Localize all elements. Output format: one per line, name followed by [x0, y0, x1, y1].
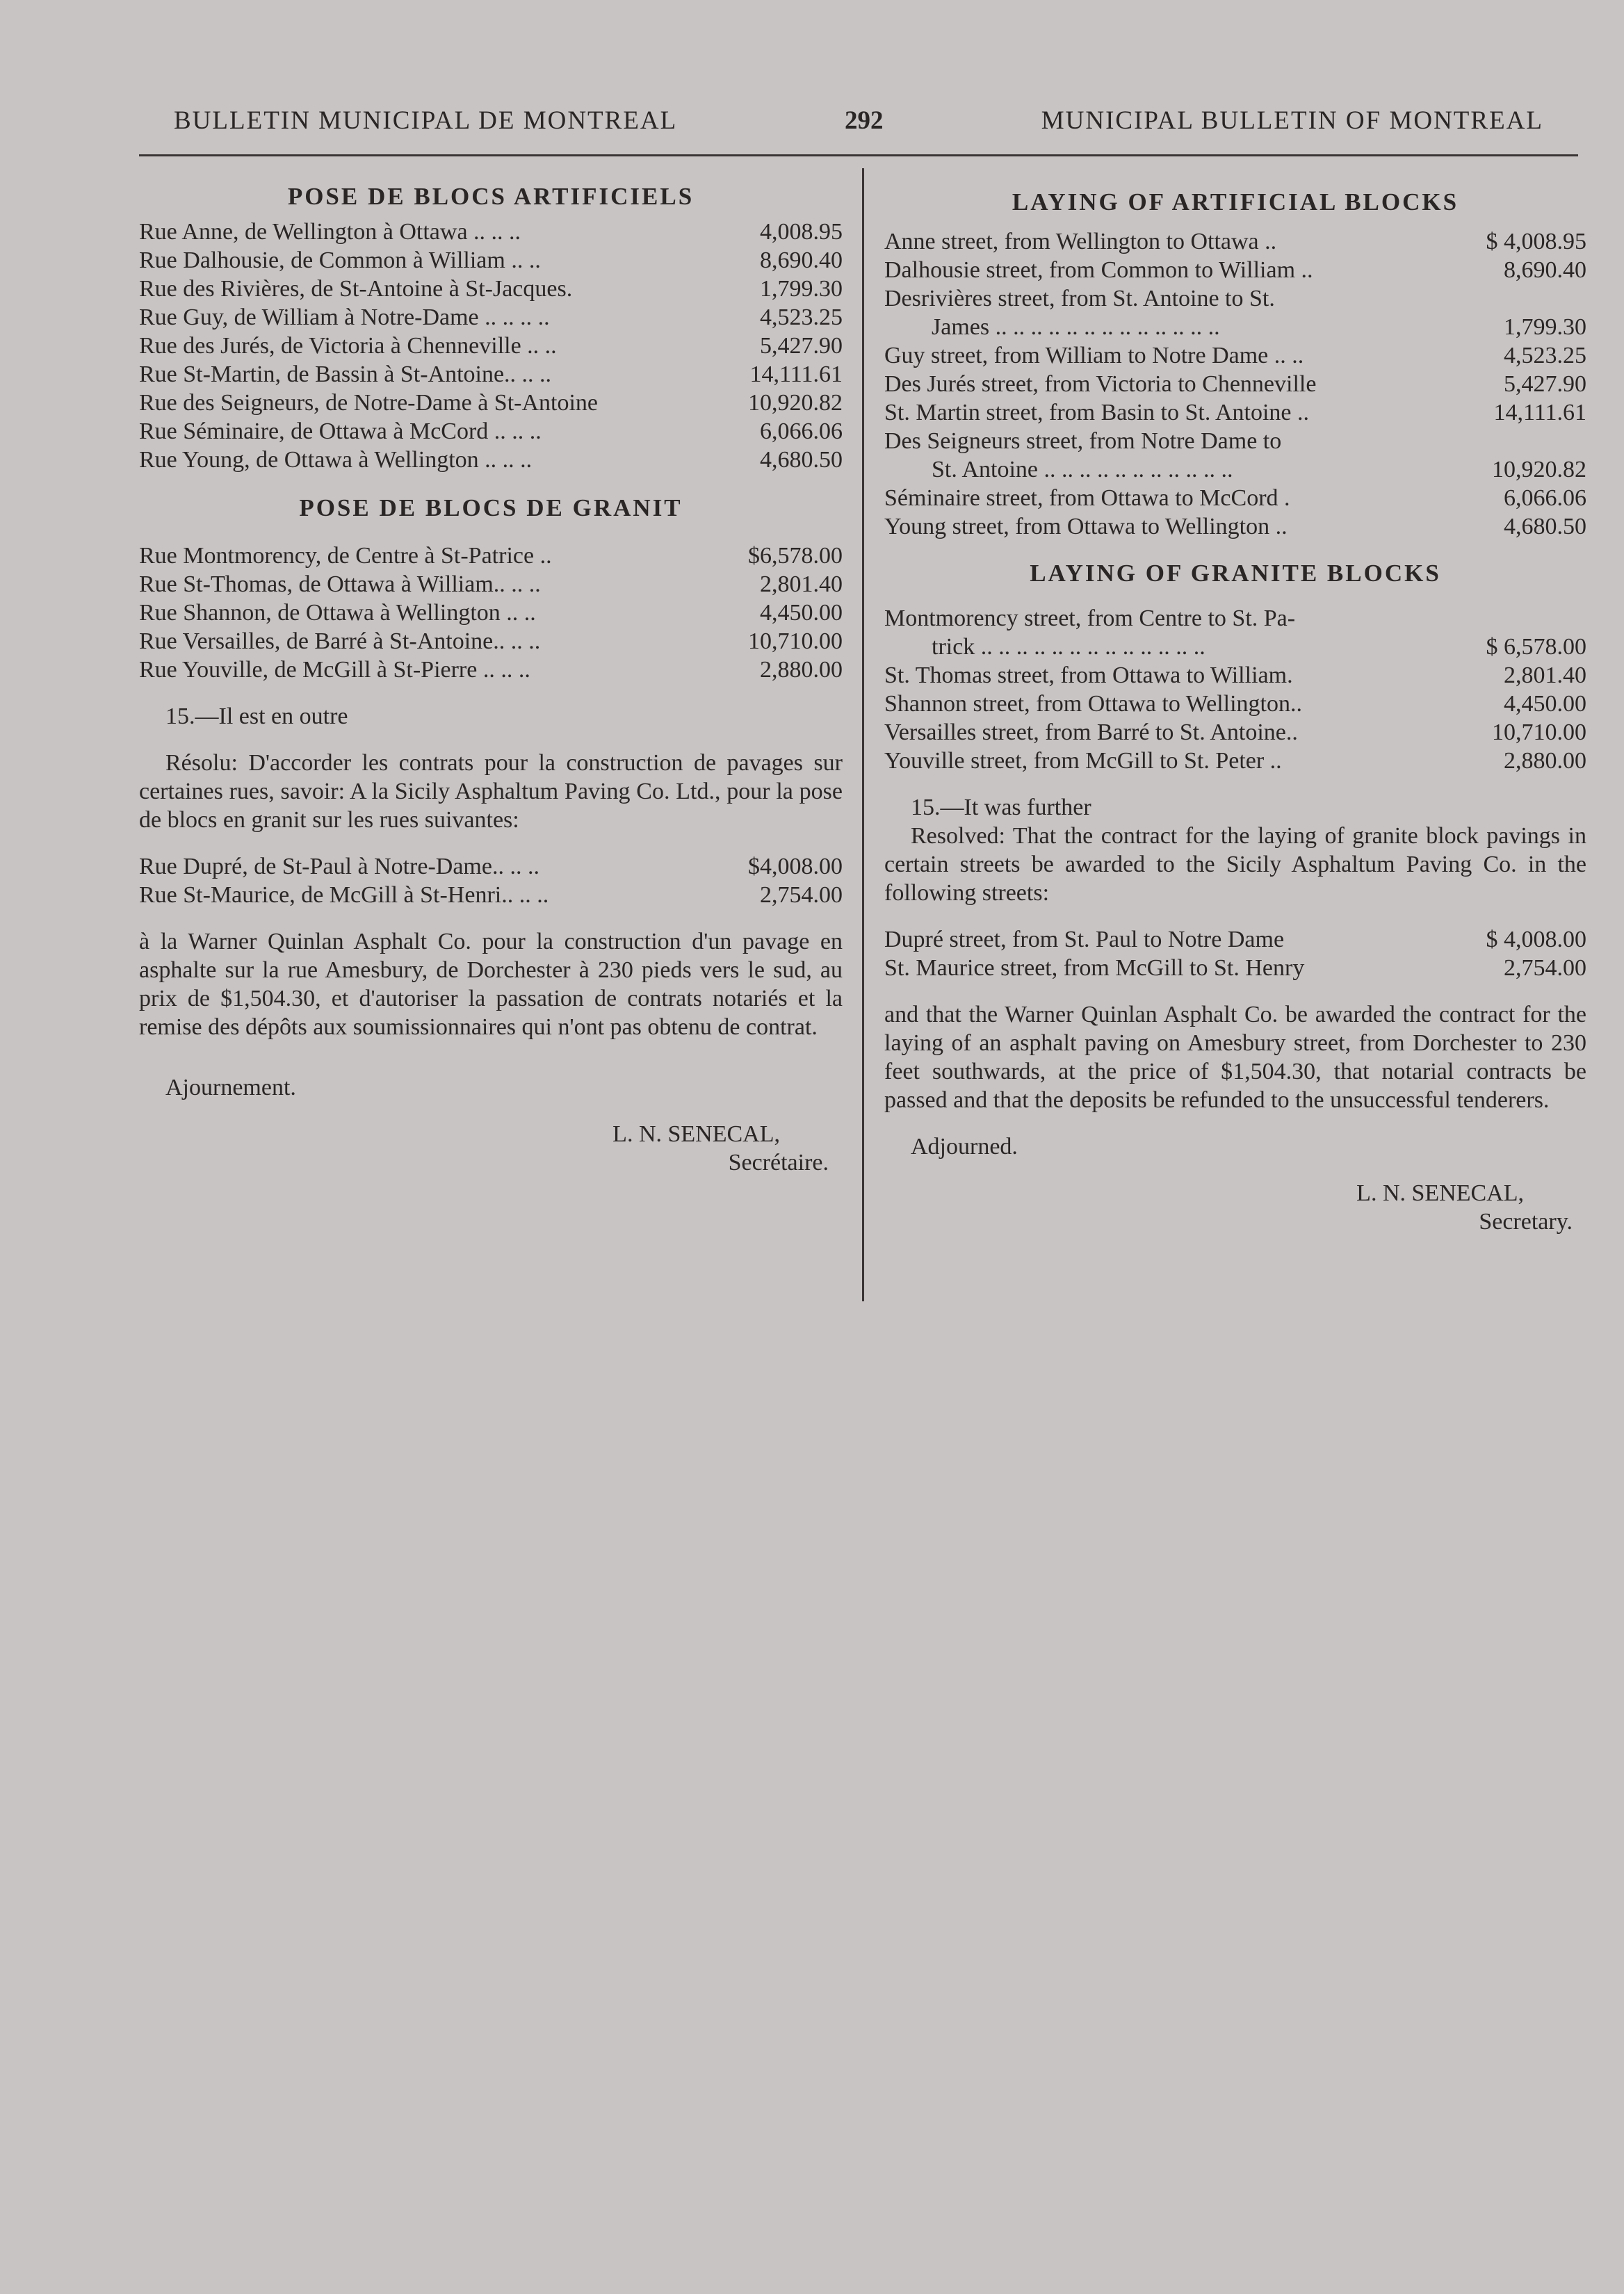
- list-item: Rue Shannon, de Ottawa à Wellington .. .. 4,450.00: [139, 600, 843, 626]
- english-heading-granite-blocks: LAYING OF GRANITE BLOCKS: [1030, 560, 1441, 587]
- header-title-english: MUNICIPAL BULLETIN OF MONTREAL: [1041, 106, 1543, 135]
- list-item: Rue St-Thomas, de Ottawa à William.. .. .. 2,801.40: [139, 571, 843, 597]
- list-item: St. Martin street, from Basin to St. Antoine .. 14,111.61: [884, 400, 1586, 425]
- header-title-french: BULLETIN MUNICIPAL DE MONTREAL: [174, 106, 678, 135]
- list-item: Rue Guy, de William à Notre-Dame .. .. .. .. 4,523.25: [139, 304, 843, 330]
- list-item: Dalhousie street, from Common to William .. 8,690.40: [884, 257, 1586, 283]
- list-item: Des Seigneurs street, from Notre Dame to St. Antoine .. .. .. .. .. .. .. .. .. .. .. 10,920.82: [884, 428, 1586, 482]
- list-item: Rue Montmorency, de Centre à St-Patrice .. $6,578.00: [139, 543, 843, 569]
- list-item: Rue des Rivières, de St-Antoine à St-Jacques. 1,799.30: [139, 276, 843, 302]
- list-item: Des Jurés street, from Victoria to Chenneville 5,427.90: [884, 371, 1586, 397]
- french-heading-artificial-blocks: POSE DE BLOCS ARTIFICIELS: [287, 183, 695, 210]
- list-item: Youville street, from McGill to St. Peter .. 2,880.00: [884, 748, 1586, 774]
- french-resolution: Résolu: D'accorder les contrats pour la construction de pavages sur certaines rues, savoir: A la Sicily Asphaltum Paving Co. Ltd., pour la pose de blocs en granit sur les rues suivantes:: [139, 750, 843, 833]
- list-item: Rue Youville, de McGill à St-Pierre .. .. .. 2,880.00: [139, 657, 843, 683]
- list-item: Rue Versailles, de Barré à St-Antoine.. .. .. 10,710.00: [139, 628, 843, 654]
- list-item: Rue des Jurés, de Victoria à Chenneville .. .. 5,427.90: [139, 333, 843, 359]
- list-item: Versailles street, from Barré to St. Antoine.. 10,710.00: [884, 719, 1586, 745]
- list-item: Rue Anne, de Wellington à Ottawa .. .. .. 4,008.95: [139, 219, 843, 245]
- french-item-15: 15.—Il est en outre: [165, 703, 348, 729]
- french-artificial-list: [139, 218, 843, 474]
- list-item: Rue Dalhousie, de Common à William .. .. 8,690.40: [139, 247, 843, 273]
- list-item: Guy street, from William to Notre Dame .. .. 4,523.25: [884, 343, 1586, 368]
- column-divider: [862, 168, 864, 1301]
- list-item: Shannon street, from Ottawa to Wellington.. 4,450.00: [884, 691, 1586, 717]
- french-contract-list: [139, 852, 843, 909]
- list-item: Rue Séminaire, de Ottawa à McCord .. .. .. 6,066.06: [139, 418, 843, 444]
- english-item-15: 15.—It was further: [911, 795, 1091, 820]
- english-adjournment: Adjourned.: [911, 1134, 1018, 1160]
- list-item: Rue Young, de Ottawa à Wellington .. .. .. 4,680.50: [139, 447, 843, 473]
- english-closing-paragraph: and that the Warner Quinlan Asphalt Co. be awarded the contract for the laying of an asphalt paving on Amesbury street, from Dorchester to 230 feet southwards, at the price of $1,504.30, that notarial contracts be passed and that the deposits be refunded to the unsuccessful tenderers.: [884, 1002, 1586, 1113]
- english-column: [884, 182, 1586, 1236]
- page-number: 292: [845, 106, 884, 135]
- french-granite-list: [139, 542, 843, 684]
- list-item: Séminaire street, from Ottawa to McCord . 6,066.06: [884, 485, 1586, 511]
- french-column: [139, 182, 843, 1177]
- english-signature: L. N. SENECAL,: [1356, 1180, 1524, 1206]
- list-item: Dupré street, from St. Paul to Notre Dame $ 4,008.00: [884, 927, 1586, 952]
- french-heading-granite-blocks: POSE DE BLOCS DE GRANIT: [299, 494, 683, 521]
- list-item: Anne street, from Wellington to Ottawa .. $ 4,008.95: [884, 229, 1586, 254]
- english-signature-title: Secretary.: [1479, 1209, 1573, 1235]
- french-closing-paragraph: à la Warner Quinlan Asphalt Co. pour la construction d'un pavage en asphalte sur la rue Amesbury, de Dorchester à 230 pieds vers le sud, au prix de $1,504.30, et d'autoriser la passation de contrats notariés et la remise des dépôts aux soumissionnaires qui n'ont pas obtenu de contrat.: [139, 929, 843, 1040]
- list-item: Desrivières street, from St. Antoine to St. James .. .. .. .. .. .. .. .. .. .. .. .. .. 1,799.30: [884, 286, 1586, 340]
- list-item: St. Thomas street, from Ottawa to William. 2,801.40: [884, 662, 1586, 688]
- french-signature-title: Secrétaire.: [728, 1150, 829, 1176]
- english-contract-list: [884, 925, 1586, 982]
- header-rule: [139, 154, 1578, 156]
- english-artificial-list: [884, 227, 1586, 541]
- list-item: Montmorency street, from Centre to St. Pa- trick .. .. .. .. .. .. .. .. .. .. .. .. .. $ 6,578.00: [884, 605, 1586, 660]
- english-granite-list: [884, 604, 1586, 775]
- list-item: St. Maurice street, from McGill to St. Henry 2,754.00: [884, 955, 1586, 981]
- french-adjournment: Ajournement.: [165, 1075, 296, 1100]
- french-signature: L. N. SENECAL,: [612, 1121, 780, 1147]
- list-item: Rue Dupré, de St-Paul à Notre-Dame.. .. .. $4,008.00: [139, 854, 843, 879]
- english-heading-artificial-blocks: LAYING OF ARTIFICIAL BLOCKS: [1012, 188, 1459, 215]
- list-item: Rue des Seigneurs, de Notre-Dame à St-Antoine 10,920.82: [139, 390, 843, 416]
- list-item: Young street, from Ottawa to Wellington .. 4,680.50: [884, 514, 1586, 539]
- english-resolution: Resolved: That the contract for the laying of granite block pavings in certain streets be awarded to the Sicily Asphaltum Paving Co. in the following streets:: [884, 823, 1586, 906]
- running-header: [139, 106, 1578, 145]
- list-item: Rue St-Martin, de Bassin à St-Antoine.. .. .. 14,111.61: [139, 361, 843, 387]
- list-item: Rue St-Maurice, de McGill à St-Henri.. .. .. 2,754.00: [139, 882, 843, 908]
